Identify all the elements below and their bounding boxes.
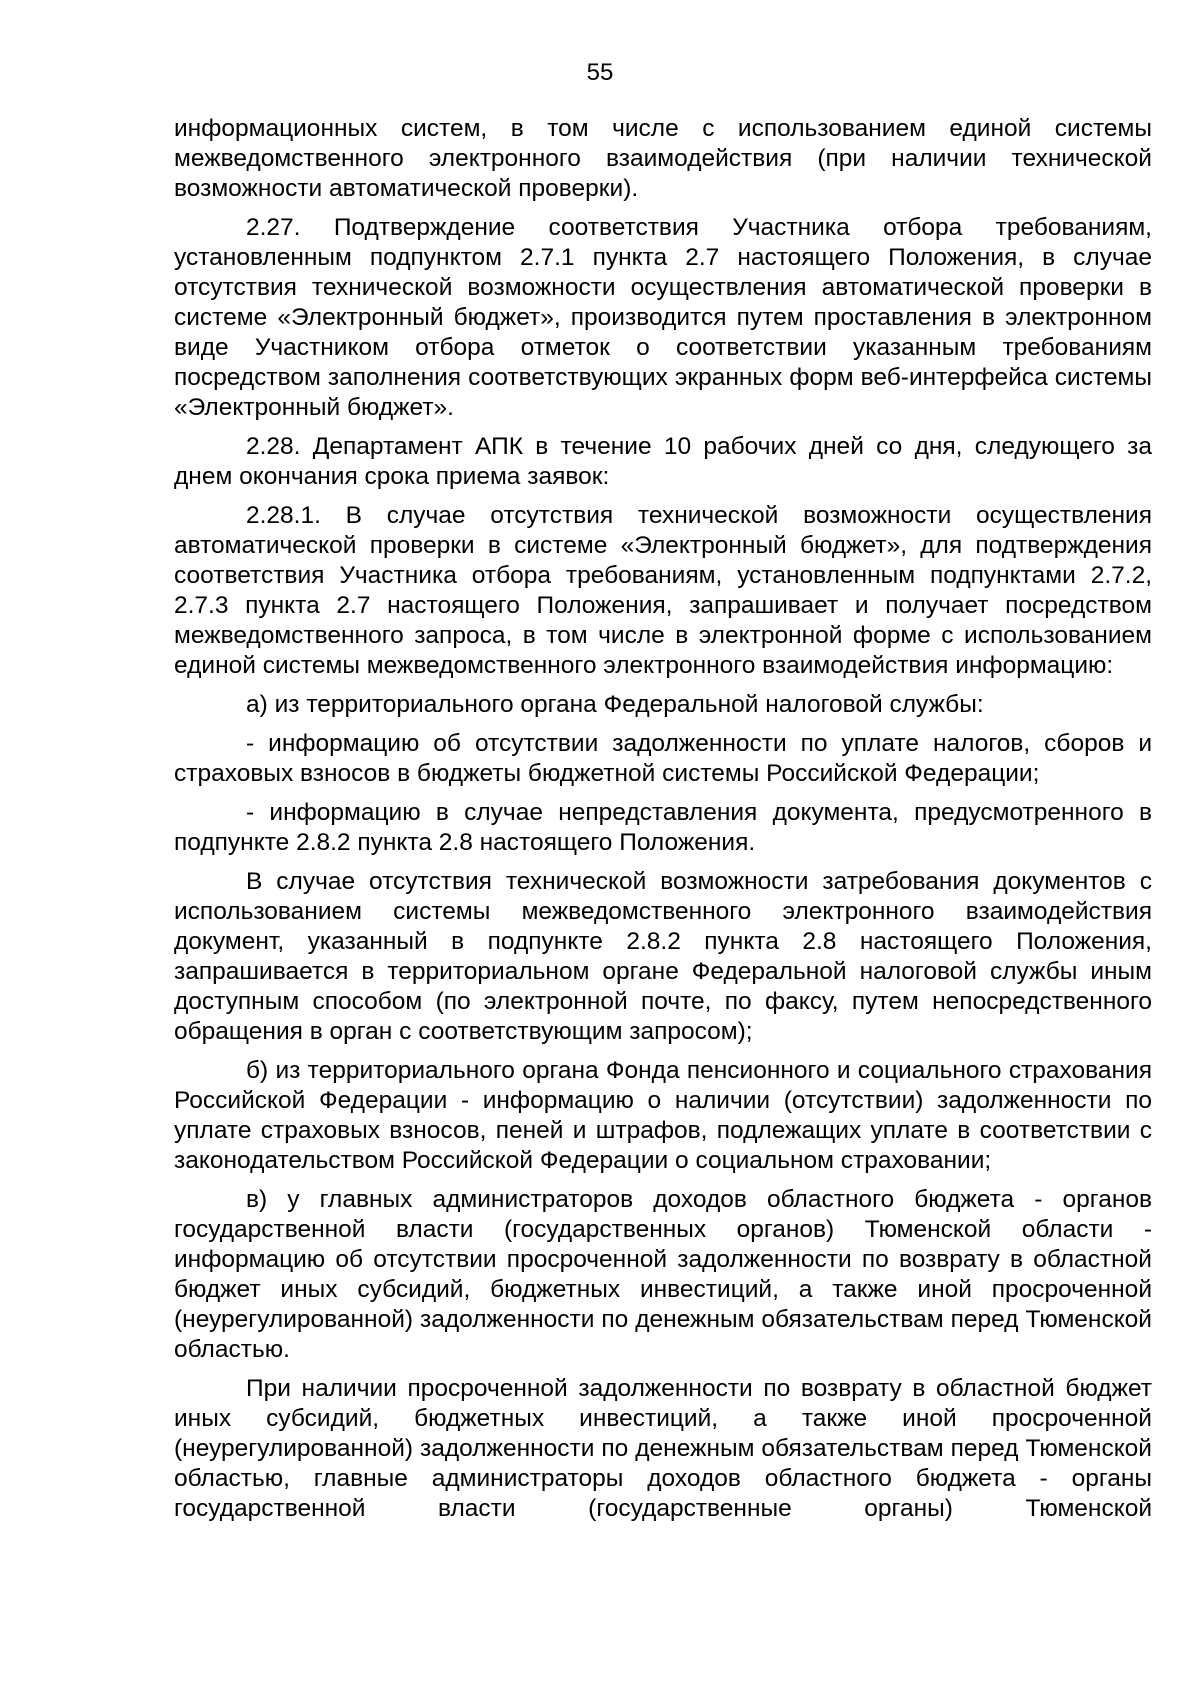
paragraph-dash-document: - информацию в случае непредставления документа, предусмотренного в подпункте 2.8.2 пункта 2.8 настоящего Положения. <box>174 799 1152 856</box>
paragraph-2-28-1: 2.28.1. В случае отсутствия технической возможности осуществления автоматической проверки в системе «Электронный бюджет», для подтверждения соответствия Участника отбора требованиям, установленным подпунктами 2.7.2, 2.7.3 пункта 2.7 настоящего Положения, запрашивает и получает посредством межведомственного запроса, в том числе в электронной форме с использованием единой системы межведомственного электронного взаимодействия информацию: <box>174 502 1152 679</box>
paragraph-2-27: 2.27. Подтверждение соответствия Участника отбора требованиям, установленным подпунктом 2.7.1 пункта 2.7 настоящего Положения, в случае отсутствия технической возможности осуществления автоматической проверки в системе «Электронный бюджет», производится путем проставления в электронном виде Участником отбора отметок о соответствии указанным требованиям посредством заполнения соответствующих экранных форм веб-интерфейса системы «Электронный бюджет». <box>174 214 1152 421</box>
document-body <box>174 114 1152 1524</box>
paragraph-no-technical-possibility: В случае отсутствия технической возможности затребования документов с использованием системы межведомственного электронного взаимодействия документ, указанный в подпункте 2.8.2 пункта 2.8 настоящего Положения, запрашивается в территориальном органе Федеральной налоговой службы иным доступным способом (по электронной почте, по факсу, путем непосредственного обращения в орган с соответствующим запросом); <box>174 868 1152 1045</box>
paragraph-item-a: а) из территориального органа Федеральной налоговой службы: <box>246 691 984 718</box>
page-number: 55 <box>586 59 614 86</box>
paragraph-continuation: информационных систем, в том числе с использованием единой системы межведомственного электронного взаимодействия (при наличии технической возможности автоматической проверки). <box>174 115 1152 202</box>
paragraph-item-b: б) из территориального органа Фонда пенсионного и социального страхования Российской Федерации - информацию о наличии (отсутствии) задолженности по уплате страховых взносов, пеней и штрафов, подлежащих уплате в соответствии с законодательством Российской Федерации о социальном страховании; <box>174 1057 1152 1174</box>
paragraph-dash-tax-debt: - информацию об отсутствии задолженности по уплате налогов, сборов и страховых взносов в бюджеты бюджетной системы Российской Федерации; <box>174 730 1152 787</box>
paragraph-2-28: 2.28. Департамент АПК в течение 10 рабочих дней со дня, следующего за днем окончания срока приема заявок: <box>174 433 1152 490</box>
paragraph-item-v: в) у главных администраторов доходов областного бюджета - органов государственной власти (государственных органов) Тюменской области - информацию об отсутствии просроченной задолженности по возврату в областной бюджет иных субсидий, бюджетных инвестиций, а также иной просроченной (неурегулированной) задолженности по денежным обязательствам перед Тюменской областью. <box>174 1186 1152 1363</box>
paragraph-overdue-debt: При наличии просроченной задолженности по возврату в областной бюджет иных субсидий, бюджетных инвестиций, а также иной просроченной (неурегулированной) задолженности по денежным обязательствам перед Тюменской областью, главные администраторы доходов областного бюджета - органы государственной власти (государственные органы) Тюменской <box>174 1375 1152 1522</box>
